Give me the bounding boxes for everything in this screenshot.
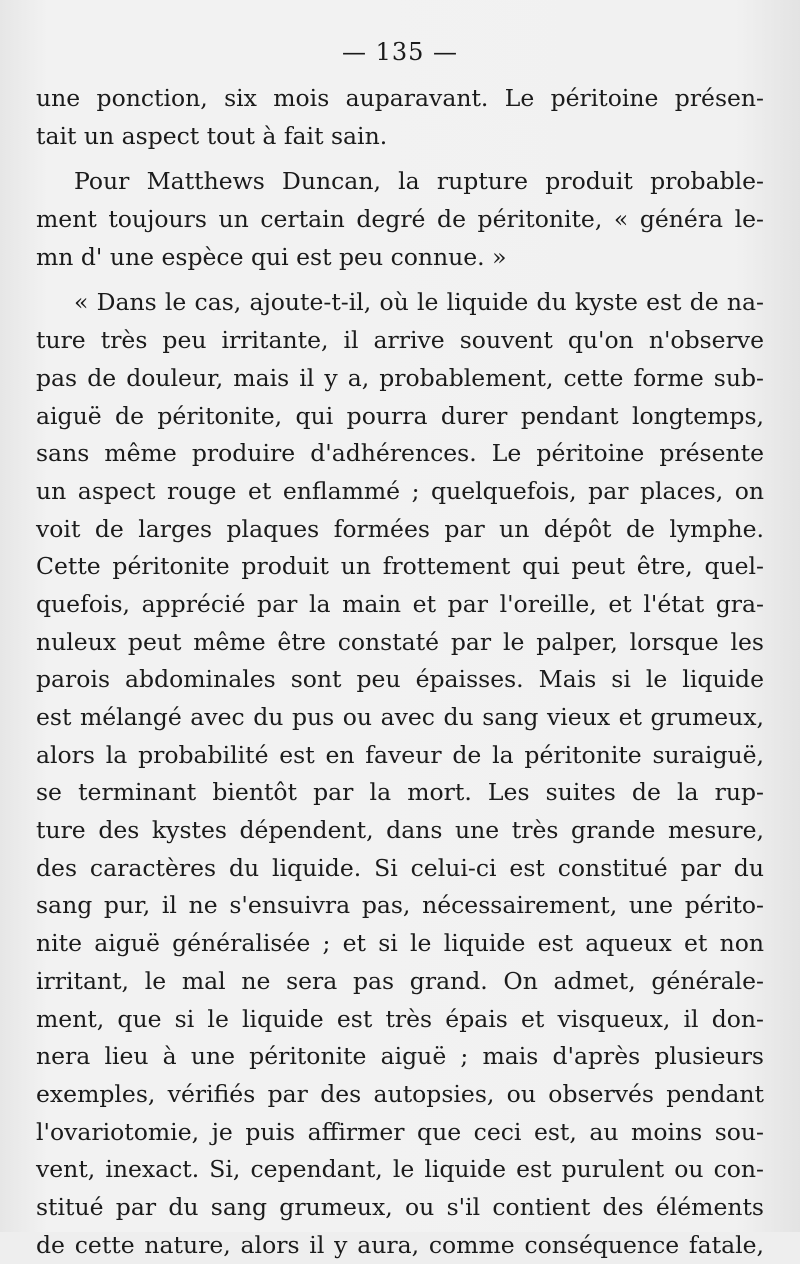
text-line: ment, que si le liquide est très épais et visqueux, il don- xyxy=(36,1004,764,1033)
text-line: ture très peu irritante, il arrive souvent qu'on n'observe xyxy=(36,326,764,355)
text-line: stitué par du sang grumeux, ou s'il contient des éléments xyxy=(36,1192,764,1221)
text-line: une ponction, six mois auparavant. Le péritoine présen- xyxy=(36,84,764,112)
text-line: de cette nature, alors il y aura, comme conséquence fatale, xyxy=(36,1230,764,1259)
paragraph xyxy=(36,284,764,1264)
text-line: parois abdominales sont peu épaisses. Mais si le liquide xyxy=(36,665,764,694)
text-line: l'ovariotomie, je puis affirmer que ceci est, au moins sou- xyxy=(36,1117,764,1146)
text-line: sans même produire d'adhérences. Le péritoine présente xyxy=(36,439,764,468)
page-number: — 135 — xyxy=(341,38,459,66)
text-line: tait un aspect tout à fait sain. xyxy=(36,121,388,150)
text-line: mn d' une espèce qui est peu connue. » xyxy=(36,242,507,271)
text-line: ment toujours un certain degré de péritonite, « généra le- xyxy=(36,205,764,234)
text-line: des caractères du liquide. Si celui-ci est constitué par du xyxy=(36,853,764,882)
text-line: aiguë de péritonite, qui pourra durer pendant longtemps, xyxy=(36,401,764,430)
text-line: un aspect rouge et enflammé ; quelquefois, par places, on xyxy=(36,476,764,505)
text-line: est mélangé avec du pus ou avec du sang vieux et grumeux, xyxy=(36,703,764,731)
text-line: sang pur, il ne s'ensuivra pas, nécessairement, une périto- xyxy=(36,891,764,920)
text-line: alors la probabilité est en faveur de la péritonite suraiguë, xyxy=(36,740,764,769)
text-line: ture des kystes dépendent, dans une très grande mesure, xyxy=(36,816,764,845)
paragraph xyxy=(36,80,764,155)
paragraph xyxy=(36,163,764,276)
text-line: nera lieu à une péritonite aiguë ; mais d'après plusieurs xyxy=(36,1042,764,1071)
text-line: voit de larges plaques formées par un dépôt de lymphe. xyxy=(36,514,764,543)
text-line: nuleux peut même être constaté par le palper, lorsque les xyxy=(36,627,764,656)
text-line: Cette péritonite produit un frottement qui peut être, quel- xyxy=(36,552,764,581)
text-line: irritant, le mal ne sera pas grand. On admet, générale- xyxy=(36,966,764,995)
text-line: pas de douleur, mais il y a, probablement, cette forme sub- xyxy=(36,363,764,392)
text-line: nite aiguë généralisée ; et si le liquide est aqueux et non xyxy=(36,929,764,958)
text-line: vent, inexact. Si, cependant, le liquide est purulent ou con- xyxy=(36,1155,764,1184)
text-line: « Dans le cas, ajoute-t-il, où le liquide du kyste est de na- xyxy=(74,288,764,317)
text-line: se terminant bientôt par la mort. Les suites de la rup- xyxy=(36,778,764,807)
text-line: quefois, apprécié par la main et par l'oreille, et l'état gra- xyxy=(36,589,764,618)
body-text xyxy=(36,80,764,1264)
text-line: exemples, vérifiés par des autopsies, ou observés pendant xyxy=(36,1079,764,1108)
text-line: Pour Matthews Duncan, la rupture produit probable- xyxy=(74,167,764,196)
